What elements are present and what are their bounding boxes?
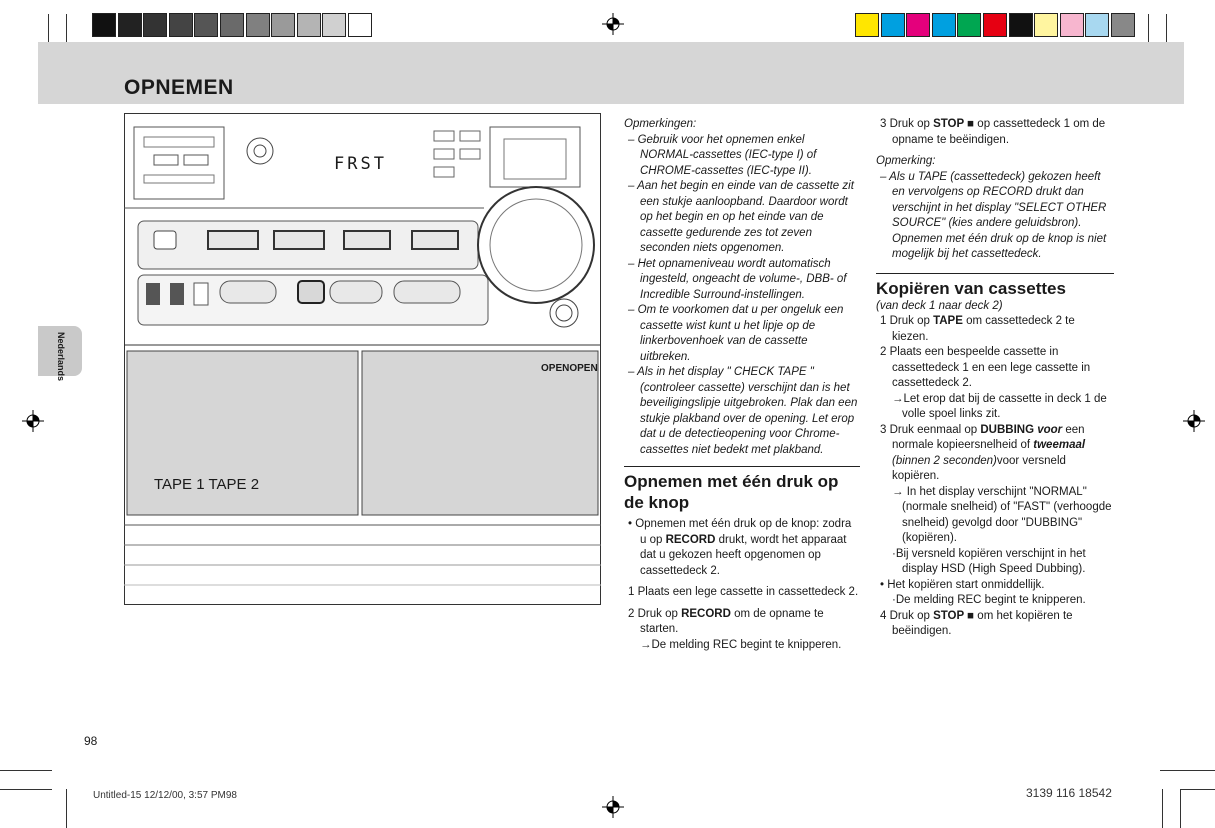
crop-mark bbox=[0, 789, 52, 790]
calibration-swatch bbox=[855, 13, 879, 37]
bullet-item: • Opnemen met één druk op de knop: zodra u op RECORD drukt, wordt het apparaat dat u gekozen heeft opgenomen op cassettedeck 2. bbox=[628, 518, 852, 577]
step-item: 1 Plaats een lege cassette in cassettedeck 2. bbox=[628, 586, 859, 598]
section-subheading: (van deck 1 naar deck 2) bbox=[876, 299, 1003, 312]
calibration-swatch bbox=[1034, 13, 1058, 37]
page-number: 98 bbox=[84, 734, 98, 748]
language-tab bbox=[38, 326, 82, 382]
calibration-swatch bbox=[1060, 13, 1084, 37]
calibration-swatch bbox=[322, 13, 346, 37]
notes-heading: Opmerkingen: bbox=[624, 118, 697, 130]
section-heading: Opnemen met één druk op de knop bbox=[624, 472, 839, 512]
calibration-swatch bbox=[983, 13, 1007, 37]
note-item: – Als u TAPE (cassettedeck) gekozen heeft en vervolgens op RECORD drukt dan verschijnt in het display "SELECT OTHER SOURCE" (kies andere geluidsbron). Opnemen met één druk op de knop is niet mogelijk bij het cassettedeck. bbox=[880, 170, 1107, 260]
crop-mark bbox=[1162, 789, 1163, 828]
calibration-swatch bbox=[271, 13, 295, 37]
calibration-swatch bbox=[194, 13, 218, 37]
step-item: 3 Druk op STOP ■ op cassettedeck 1 om de opname te beëindigen. bbox=[880, 118, 1106, 146]
calibration-swatch bbox=[1111, 13, 1135, 37]
calibration-swatch bbox=[348, 13, 372, 37]
section-rule bbox=[624, 466, 860, 467]
crop-mark bbox=[1180, 789, 1181, 828]
registration-mark-icon bbox=[1183, 410, 1205, 432]
right-column bbox=[876, 117, 1114, 640]
note-item: – Als in het display " CHECK TAPE " (controleer cassette) verschijnt dan is het beveiligingslipje uitgebroken. Plak dan een stukje plakband over de opening. Let erop dat u de detectieopening voor Chrome-cassettes niet bedekt met plakband. bbox=[628, 366, 858, 456]
note-item: – Aan het begin en einde van de cassette zit een stukje aanloopband. Daardoor wordt op het begin en op het einde van de cassette gedurende zes tot zeven seconden niets opgenomen. bbox=[628, 180, 854, 254]
step-note: →De melding REC begint te knipperen. bbox=[640, 638, 842, 651]
step-item: 4 Druk op STOP ■ om het kopiëren te beëindigen. bbox=[880, 609, 1073, 637]
calibration-swatch bbox=[220, 13, 244, 37]
notes-column bbox=[624, 117, 860, 653]
step-item: 2 Druk op RECORD om de opname te starten. bbox=[628, 607, 824, 635]
crop-mark bbox=[66, 789, 67, 828]
footer-file-info: Untitled-15 12/12/00, 3:57 PM98 bbox=[93, 790, 237, 801]
step-note: ·De melding REC begint te knipperen. bbox=[892, 594, 1086, 606]
note-item: – Om te voorkomen dat u per ongeluk een cassette wist kunt u het lipje op de linkerbovenhoek van de cassette uitbreken. bbox=[628, 304, 844, 363]
registration-mark-icon bbox=[602, 13, 624, 35]
step-item: 3 Druk eenmaal op DUBBING voor een normale kopieersnelheid of tweemaal (binnen 2 seconden)voor versneld kopiëren. bbox=[880, 423, 1086, 482]
stereo-device-illustration bbox=[124, 113, 601, 605]
step-item: 2 Plaats een bespeelde cassette in cassettedeck 1 en een lege cassette in cassettedeck 2. bbox=[880, 346, 1091, 389]
step-note: → In het display verschijnt "NORMAL" (normale snelheid) of "FAST" (verhoogde snelheid) gevolgd door "DUBBING" (kopiëren). bbox=[892, 485, 1112, 544]
calibration-swatch bbox=[1009, 13, 1033, 37]
bullet-item: • Het kopiëren start onmiddellijk. bbox=[880, 578, 1045, 591]
tape-label: TAPE 1 TAPE 2 bbox=[154, 476, 260, 493]
note-heading: Opmerking: bbox=[876, 155, 936, 167]
calibration-swatch bbox=[143, 13, 167, 37]
page-title: OPNEMEN bbox=[124, 76, 234, 99]
calibration-swatch bbox=[169, 13, 193, 37]
device-display-text: FRST bbox=[334, 154, 387, 174]
open-label: OPENOPEN bbox=[541, 363, 598, 374]
calibration-swatch bbox=[246, 13, 270, 37]
calibration-swatch bbox=[297, 13, 321, 37]
calibration-swatch bbox=[118, 13, 142, 37]
language-tab-label: Nederlands bbox=[56, 332, 66, 382]
registration-mark-icon bbox=[602, 796, 624, 818]
note-item: – Gebruik voor het opnemen enkel NORMAL-cassettes (IEC-type I) of CHROME-cassettes (IEC-type II). bbox=[628, 133, 817, 177]
crop-mark bbox=[0, 770, 52, 771]
calibration-swatch bbox=[881, 13, 905, 37]
step-note: ·Bij versneld kopiëren verschijnt in het display HSD (High Speed Dubbing). bbox=[892, 547, 1086, 575]
section-heading: Kopiëren van cassettes bbox=[876, 278, 1066, 298]
calibration-swatch bbox=[932, 13, 956, 37]
calibration-swatch bbox=[92, 13, 116, 37]
step-note: →Let erop dat bij de cassette in deck 1 de volle spoel links zit. bbox=[892, 392, 1107, 420]
calibration-swatch bbox=[1085, 13, 1109, 37]
registration-mark-icon bbox=[22, 410, 44, 432]
section-rule bbox=[876, 273, 1114, 274]
footer-doc-code: 3139 116 18542 bbox=[1026, 786, 1112, 800]
calibration-swatch bbox=[906, 13, 930, 37]
calibration-swatch bbox=[957, 13, 981, 37]
crop-mark bbox=[1160, 770, 1215, 771]
crop-mark bbox=[1180, 789, 1215, 790]
note-item: – Het opnameniveau wordt automatisch ingesteld, ongeacht de volume-, DBB- of Incredible Surround-instellingen. bbox=[628, 257, 847, 301]
step-item: 1 Druk op TAPE om cassettedeck 2 te kiezen. bbox=[880, 315, 1075, 343]
